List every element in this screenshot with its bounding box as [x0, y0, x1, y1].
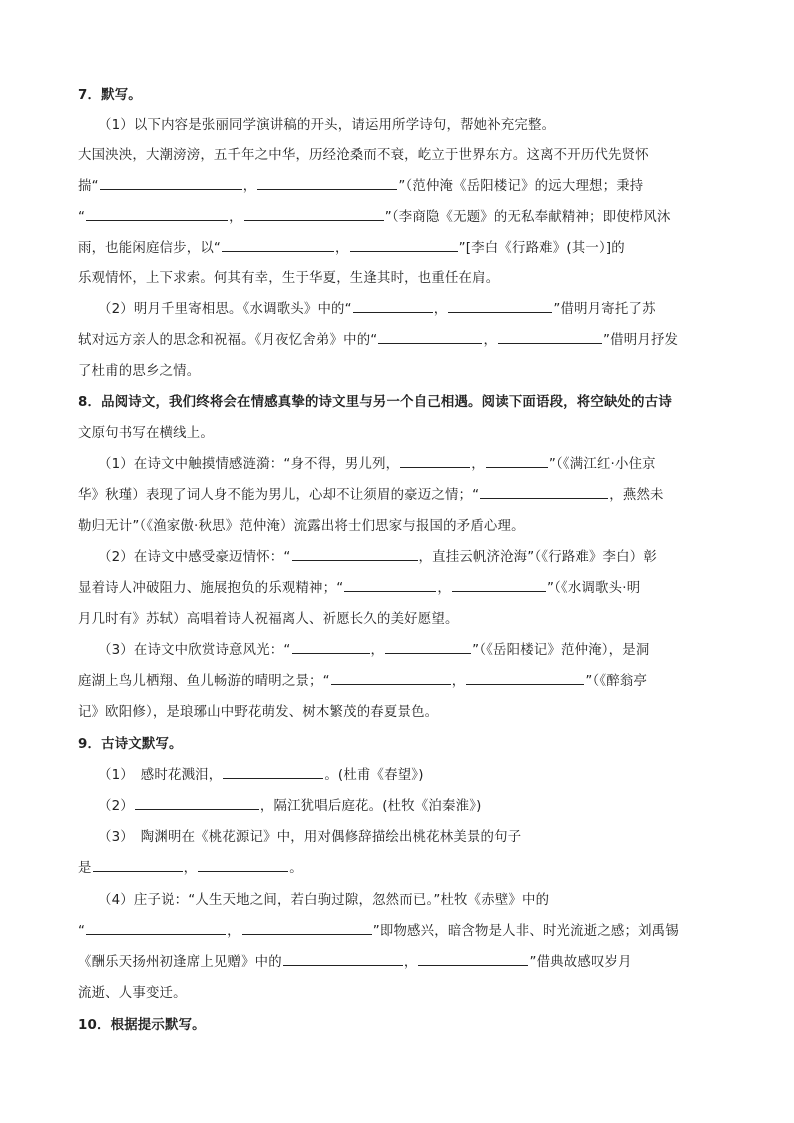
q9-p2	[98, 797, 718, 817]
text-seg: （3）在诗文中欣赏诗意风光：“	[98, 643, 291, 658]
text-seg: ，	[227, 924, 241, 939]
text-seg: （2）在诗文中感受豪迈情怀：“	[98, 550, 291, 565]
q8-p1-line2	[78, 486, 718, 506]
answer-blank[interactable]	[222, 239, 334, 252]
q9-p3-line1: （3） 陶渊明在《桃花源记》中，用对偶修辞描绘出桃花林美景的句子	[98, 830, 522, 845]
text-seg: 是	[78, 861, 92, 876]
answer-blank[interactable]	[244, 208, 384, 221]
text-seg: “	[78, 210, 86, 225]
text-seg: ”借典故感叹岁月	[529, 955, 632, 970]
q9-p4-line4: 流逝、人事变迁。	[78, 986, 187, 1001]
q7-p1-line6: 乐观情怀，上下求索。何其有幸，生于华夏，生逢其时，也重任在肩。	[78, 271, 500, 286]
text-seg: ”借明月抒发	[603, 333, 679, 348]
q10-heading: 10．根据提示默写。	[78, 1018, 206, 1033]
q7-p1-line3	[78, 177, 718, 197]
q7-p2-line3: 了杜甫的思乡之情。	[78, 364, 201, 379]
text-seg: 轼对远方亲人的思念和祝福。《月夜忆舍弟》中的“	[78, 333, 378, 348]
answer-blank[interactable]	[418, 953, 528, 966]
text-seg: 庭湖上鸟儿栖翔、鱼儿畅游的晴明之景；“	[78, 674, 330, 689]
text-seg: （1）在诗文中触摸情感涟漪：“身不得，男儿列，	[98, 457, 400, 472]
answer-blank[interactable]	[86, 922, 226, 935]
text-seg: 显着诗人冲破阻力、施展抱负的乐观精神；“	[78, 581, 344, 596]
q7-heading: 7．默写。	[78, 88, 142, 103]
q9-p3-line2	[78, 859, 718, 879]
text-seg: ”即物感兴，暗含物是人非、时光流逝之感；刘禹锡	[372, 924, 679, 939]
text-seg: ，	[433, 302, 448, 317]
q8-heading: 8．品阅诗文，我们终将会在情感真挚的诗文里与另一个自己相遇。阅读下面语段，将空缺处的古诗	[78, 395, 672, 410]
answer-blank[interactable]	[480, 486, 608, 499]
q9-p1	[98, 766, 718, 786]
q8-p3-line1	[98, 641, 718, 661]
answer-blank[interactable]	[292, 641, 370, 654]
text-seg: ”（范仲淹《岳阳楼记》的远大理想；秉持	[398, 179, 644, 194]
answer-blank[interactable]	[257, 177, 397, 190]
text-seg: ”（《岳阳楼记》范仲淹），是洞	[472, 643, 650, 658]
q8-p3-line3: 记》欧阳修），是琅琊山中野花萌发、树木繁茂的春夏景色。	[78, 705, 439, 720]
answer-blank[interactable]	[242, 922, 372, 935]
text-seg: ”（《醉翁亭	[585, 674, 648, 689]
text-seg: ，燕然未	[609, 488, 664, 503]
text-seg: 华》秋瑾）表现了词人身不能为男儿，心却不让须眉的豪迈之情；“	[78, 488, 480, 503]
q9-title	[78, 735, 718, 755]
text-seg: 雨，也能闲庭信步，以“	[78, 241, 222, 256]
answer-blank[interactable]	[498, 331, 602, 344]
text-seg: ，	[335, 241, 349, 256]
q9-p4-line1: （4）庄子说：“人生天地之间，若白驹过隙，忽然而已。”杜牧《赤壁》中的	[98, 893, 550, 908]
answer-blank[interactable]	[452, 579, 546, 592]
q7-p2-line1	[98, 300, 718, 320]
text-seg: ，	[370, 643, 385, 658]
q9-p4-line3	[78, 953, 718, 973]
text-seg: （2）明月千里寄相思。《水调歌头》中的“	[98, 302, 352, 317]
text-seg: ，	[471, 457, 485, 472]
answer-blank[interactable]	[385, 641, 471, 654]
answer-blank[interactable]	[466, 672, 584, 685]
q9-p4-line2	[78, 922, 718, 942]
text-seg: ，	[403, 955, 418, 970]
text-seg: （1） 感时花溅泪，	[98, 768, 223, 783]
q8-p2-line2	[78, 579, 718, 599]
q7-p1-line2: 大国泱泱，大潮滂滂，五千年之中华，历经沧桑而不衰，屹立于世界东方。这离不开历代先贤怀	[78, 148, 649, 163]
answer-blank[interactable]	[86, 208, 228, 221]
answer-blank[interactable]	[135, 797, 259, 810]
text-seg: 。(杜甫《春望》)	[324, 768, 424, 783]
q7-p2-line2	[78, 331, 718, 351]
q8-p1-line3: 勒归无计”（《渔家傲·秋思》范仲淹）流露出将士们思家与报国的矛盾心理。	[78, 519, 525, 534]
text-seg: ，	[451, 674, 466, 689]
text-seg: ”（李商隐《无题》的无私奉献精神；即使栉风沐	[384, 210, 671, 225]
answer-blank[interactable]	[378, 331, 482, 344]
text-seg: ，	[437, 581, 451, 596]
answer-blank[interactable]	[344, 579, 436, 592]
text-seg: 揣“	[78, 179, 99, 194]
q8-line1	[78, 393, 718, 413]
answer-blank[interactable]	[350, 239, 458, 252]
answer-blank[interactable]	[448, 300, 552, 313]
answer-blank[interactable]	[93, 859, 183, 872]
text-seg: （2）	[98, 799, 134, 814]
answer-blank[interactable]	[283, 953, 403, 966]
answer-blank[interactable]	[198, 859, 288, 872]
q8-p1-line1	[98, 455, 718, 475]
text-seg: ，	[242, 179, 257, 194]
answer-blank[interactable]	[486, 455, 548, 468]
q10-title	[78, 1016, 718, 1036]
text-seg: 。	[289, 861, 303, 876]
q7-title	[78, 86, 718, 106]
answer-blank[interactable]	[100, 177, 242, 190]
q8-p2-line3: 月几时有》苏轼）高唱着诗人祝福离人、祈愿长久的美好愿望。	[78, 612, 459, 627]
answer-blank[interactable]	[400, 455, 470, 468]
answer-blank[interactable]	[223, 766, 323, 779]
q7-p1-line5	[78, 239, 718, 259]
text-seg: ”借明月寄托了苏	[553, 302, 656, 317]
q9-heading: 9．古诗文默写。	[78, 737, 183, 752]
q7-p1-line4	[78, 208, 718, 228]
text-seg: ”（《满江红·小住京	[548, 457, 656, 472]
answer-blank[interactable]	[353, 300, 433, 313]
text-seg: ，	[483, 333, 498, 348]
text-seg: ，	[183, 861, 198, 876]
text-seg: “	[78, 924, 86, 939]
text-seg: ，	[229, 210, 243, 225]
q8-line2: 文原句书写在横线上。	[78, 426, 214, 441]
text-seg: ”（《水调歌头·明	[546, 581, 641, 596]
text-seg: ，隔江犹唱后庭花。(杜牧《泊秦淮》)	[259, 799, 482, 814]
text-seg: ”[李白《行路难》(其一）]的	[458, 241, 625, 256]
text-seg: ，直挂云帆济沧海”（《行路难》李白）彰	[418, 550, 657, 565]
q8-p3-line2	[78, 672, 718, 692]
q8-p2-line1	[98, 548, 718, 568]
answer-blank[interactable]	[331, 672, 451, 685]
q7-p1-line1: （1）以下内容是张丽同学演讲稿的开头，请运用所学诗句，帮她补充完整。	[98, 118, 556, 133]
answer-blank[interactable]	[292, 548, 418, 561]
text-seg: 《酬乐天扬州初逢席上见赠》中的	[78, 955, 282, 970]
